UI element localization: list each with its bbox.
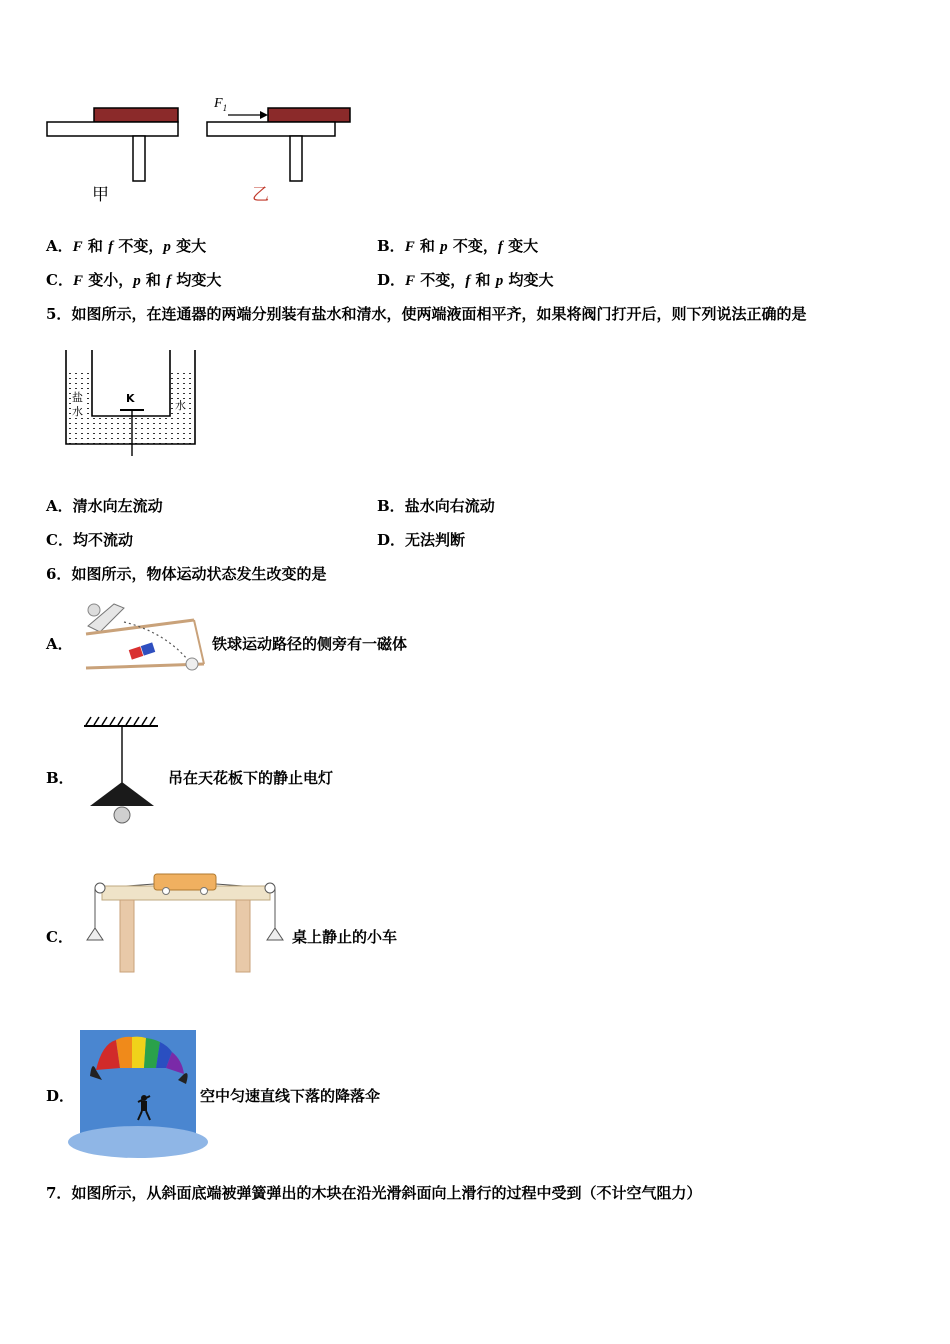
force-symbol: F xyxy=(214,96,223,111)
cart-body xyxy=(154,874,216,890)
option-letter: B． xyxy=(377,497,405,515)
pulley-left xyxy=(95,883,105,893)
option-text: 清水向左流动 xyxy=(72,497,163,515)
option-letter: D． xyxy=(377,271,406,289)
var-f: f xyxy=(166,273,172,289)
figure-q4-left xyxy=(44,104,184,184)
q7-stem xyxy=(46,1183,701,1203)
q6-option-a-letter: A． xyxy=(46,635,73,653)
q5-label-valve: K xyxy=(126,392,135,405)
option-letter: D． xyxy=(377,531,406,549)
var-p: p xyxy=(133,273,141,289)
option-text: 盐水向右流动 xyxy=(404,497,495,515)
q5-option-c xyxy=(46,530,133,550)
var-f-cap: F xyxy=(404,239,415,255)
figure-q6-a-ball-magnet xyxy=(84,598,206,676)
magnet-red xyxy=(129,646,144,659)
text: 变小， xyxy=(82,271,134,289)
figure-q6-c-cart-table xyxy=(84,870,288,978)
q6-option-c-text: 桌上静止的小车 xyxy=(292,928,398,946)
q4-option-a xyxy=(46,236,206,257)
ceiling-hatch xyxy=(86,717,155,725)
figure-q6-d-parachute xyxy=(80,1030,198,1142)
table-leg-right xyxy=(236,900,250,972)
var-f-cap: F xyxy=(72,273,83,289)
text: 变大 xyxy=(502,237,539,255)
var-f: f xyxy=(108,239,114,255)
q5-label-water-left: 水 xyxy=(72,405,83,418)
force-arrow-head xyxy=(260,111,268,119)
q4-left-label: 甲 xyxy=(92,185,109,205)
text: 不变， xyxy=(113,237,164,255)
question-number: 7． xyxy=(46,1184,72,1202)
q5-option-a xyxy=(46,496,163,516)
q4-right-label: 乙 xyxy=(252,185,269,205)
q6-option-c-letter: C． xyxy=(46,928,73,946)
figure-q4-right xyxy=(204,104,364,184)
q4-leg-left xyxy=(133,136,145,181)
var-f-cap: F xyxy=(72,239,83,255)
option-letter: B． xyxy=(377,237,405,255)
q6-option-b-letter: B． xyxy=(46,769,74,787)
force-subscript: 1 xyxy=(222,102,228,113)
figure-q6-b-lamp xyxy=(80,714,164,826)
weight-left xyxy=(87,928,103,940)
q6-option-a-text: 铁球运动路径的侧旁有一磁体 xyxy=(212,635,408,653)
q5-option-b xyxy=(377,496,495,516)
var-f-cap: F xyxy=(405,273,416,289)
lamp-bulb xyxy=(114,807,130,823)
question-text: 如图所示，在连通器的两端分别装有盐水和清水，使两端液面相平齐，如果将阀门打开后，则下列说法正确的是 xyxy=(71,305,807,323)
option-text: 无法判断 xyxy=(405,531,466,549)
option-text: 均不流动 xyxy=(72,531,133,549)
var-f: f xyxy=(497,239,503,255)
text: 均变大 xyxy=(503,271,554,289)
cart-wheel-left xyxy=(163,888,170,895)
cloud xyxy=(68,1126,208,1158)
q4-block-left xyxy=(94,108,178,122)
option-letter: C． xyxy=(46,271,73,289)
q6-option-d-text: 空中匀速直线下落的降落伞 xyxy=(200,1087,381,1105)
table-edge-side xyxy=(194,620,204,664)
force-label xyxy=(214,96,227,113)
cart-wheel-right xyxy=(201,888,208,895)
text: 不变， xyxy=(447,237,498,255)
q4-board-right xyxy=(207,122,335,136)
var-p: p xyxy=(163,239,171,255)
text: 和 xyxy=(470,271,496,289)
var-p: p xyxy=(495,273,504,289)
magnet-blue xyxy=(141,642,156,655)
q5-label-water-right: 水 xyxy=(175,399,186,412)
text: 均变大 xyxy=(171,271,222,289)
text: 和 xyxy=(82,237,109,255)
option-letter: A． xyxy=(46,237,73,255)
q4-leg-right xyxy=(290,136,302,181)
q5-option-d xyxy=(377,530,465,550)
var-p: p xyxy=(440,239,448,255)
q4-board-left xyxy=(47,122,178,136)
q6-option-b-text: 吊在天花板下的静止电灯 xyxy=(168,769,334,787)
q4-option-d xyxy=(377,270,553,291)
q4-option-b xyxy=(377,236,538,257)
lamp-shade xyxy=(90,782,154,806)
option-letter: C． xyxy=(46,531,73,549)
question-text: 如图所示，从斜面底端被弹簧弹出的木块在沿光滑斜面向上滑行的过程中受到（不计空气阻力） xyxy=(71,1184,702,1202)
pulley-right xyxy=(265,883,275,893)
text: 变大 xyxy=(170,237,207,255)
text: 和 xyxy=(414,237,441,255)
q4-block-right xyxy=(268,108,350,122)
canopy-yellow xyxy=(132,1037,146,1068)
question-number: 5． xyxy=(46,305,72,323)
q5-label-salt: 盐 xyxy=(72,391,83,404)
text: 不变， xyxy=(415,271,466,289)
ball-start xyxy=(88,604,100,616)
var-f: f xyxy=(465,273,471,289)
weight-right xyxy=(267,928,283,940)
q4-option-c xyxy=(46,270,221,291)
text: 和 xyxy=(140,271,167,289)
question-number: 6． xyxy=(46,565,72,583)
question-text: 如图所示，物体运动状态发生改变的是 xyxy=(71,565,327,583)
q5-stem xyxy=(46,304,806,324)
option-letter: A． xyxy=(46,497,73,515)
q6-stem xyxy=(46,564,326,584)
q6-option-d-letter: D． xyxy=(46,1087,75,1105)
table-leg-left xyxy=(120,900,134,972)
ball-end xyxy=(186,658,198,670)
